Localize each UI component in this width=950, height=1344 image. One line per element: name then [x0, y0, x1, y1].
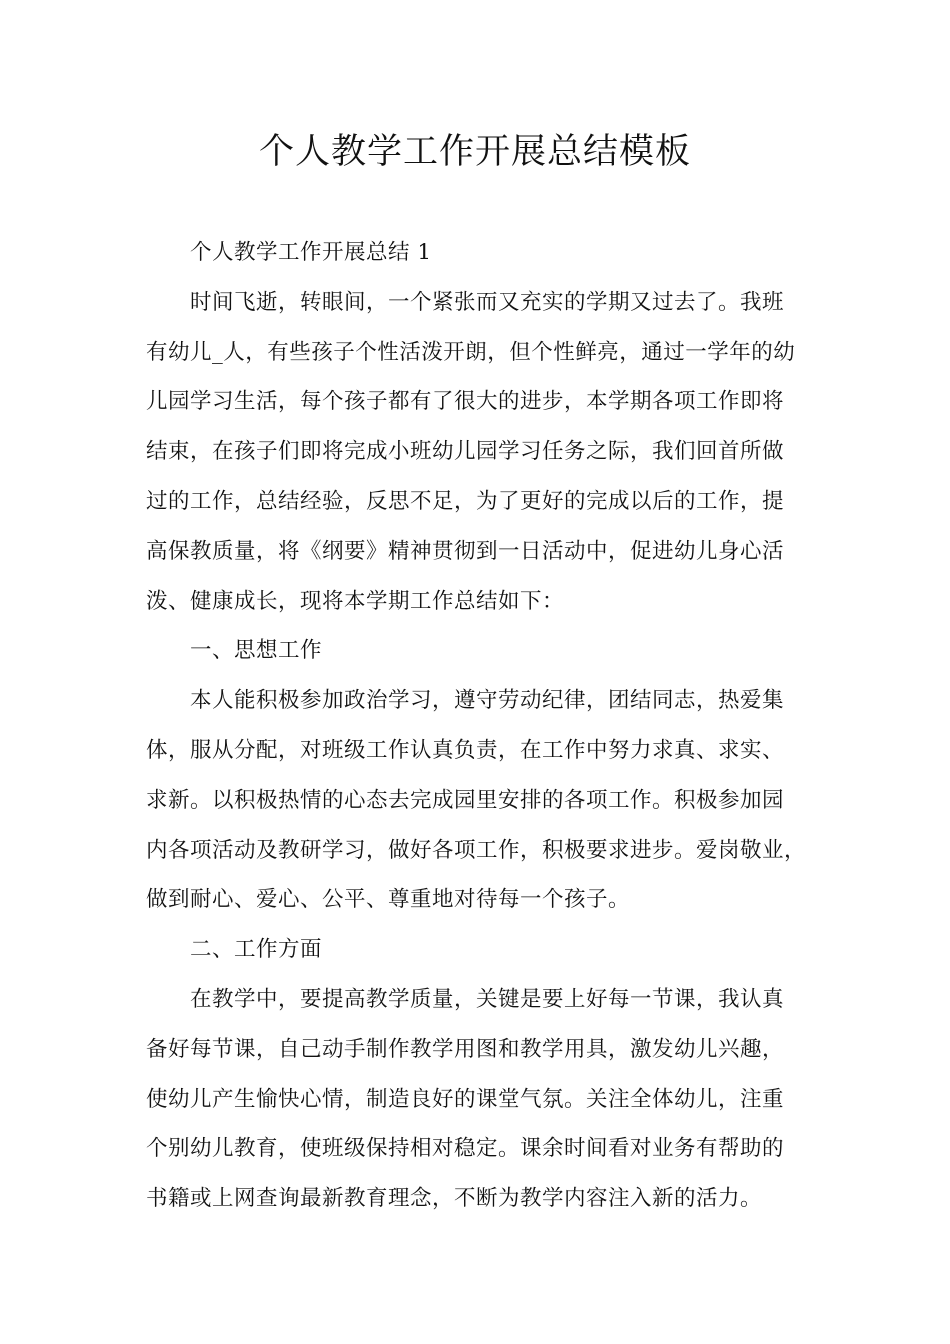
text-line: 求新。以积极热情的心态去完成园里安排的各项工作。积极参加园	[146, 787, 785, 813]
document-body	[146, 228, 826, 1224]
text-line: 一、思想工作	[190, 638, 323, 664]
text-line: 体，服从分配，对班级工作认真负责，在工作中努力求真、求实、	[146, 737, 785, 763]
text-line: 在教学中，要提高教学质量，关键是要上好每一节课，我认真	[190, 986, 785, 1012]
text-line: 结束，在孩子们即将完成小班幼儿园学习任务之际，我们回首所做	[146, 439, 785, 465]
text-line: 做到耐心、爱心、公平、尊重地对待每一个孩子。	[146, 887, 631, 913]
text-line: 儿园学习生活，每个孩子都有了很大的进步，本学期各项工作即将	[146, 389, 785, 415]
text-line: 书籍或上网查询最新教育理念，不断为教学内容注入新的活力。	[146, 1186, 763, 1212]
text-line: 二、工作方面	[190, 937, 323, 963]
text-line: 内各项活动及教研学习，做好各项工作，积极要求进步。爱岗敬业，	[146, 837, 807, 863]
document-title: 个人教学工作开展总结模板	[258, 132, 691, 172]
text-line: 泼、健康成长，现将本学期工作总结如下：	[146, 588, 565, 614]
text-line: 有幼儿_人，有些孩子个性活泼开朗，但个性鲜亮，通过一学年的幼	[146, 339, 796, 365]
text-line: 时间飞逝，转眼间，一个紧张而又充实的学期又过去了。我班	[190, 289, 785, 315]
text-line: 高保教质量，将《纲要》精神贯彻到一日活动中，促进幼儿身心活	[146, 538, 785, 564]
text-line: 备好每节课，自己动手制作教学用图和教学用具，激发幼儿兴趣，	[146, 1036, 785, 1062]
text-line: 本人能积极参加政治学习，遵守劳动纪律，团结同志，热爱集	[190, 688, 785, 714]
text-line: 个别幼儿教育，使班级保持相对稳定。课余时间看对业务有帮助的	[146, 1136, 785, 1162]
text-line: 使幼儿产生愉快心情，制造良好的课堂气氛。关注全体幼儿，注重	[146, 1086, 785, 1112]
text-line: 过的工作，总结经验，反思不足，为了更好的完成以后的工作，提	[146, 488, 785, 514]
text-line: 个人教学工作开展总结 1	[190, 240, 432, 265]
